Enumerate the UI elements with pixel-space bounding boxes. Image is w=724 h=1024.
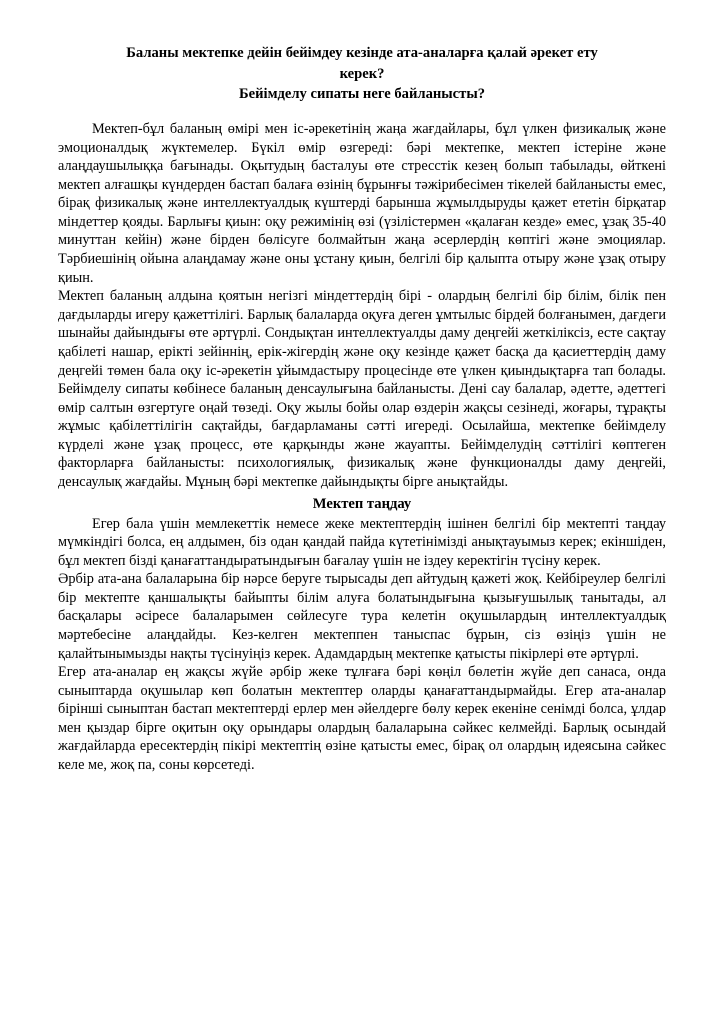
document-subtitle: Бейімделу сипаты неге байланысты?	[238, 86, 486, 103]
section-paragraph-1: Егер бала үшін мемлекеттік немесе жеке мектептердің ішінен белгілі бір мектепті таңдау мүмкіндігі болса, ең алдымен, біз одан қандай пайда күтетінімізді анықтауымыз керек; екіншіден, бұл мектеп бізді қанағаттандыратындығын бағалау үшін не іздеу керектігін түсіну керек.	[58, 515, 666, 569]
section-heading: Мектеп таңдау	[312, 495, 412, 512]
title-line-2: керек?	[339, 65, 385, 82]
paragraph-1: Мектеп-бұл баланың өмірі мен іс-әрекетінің жаңа жағдайлары, бұл үлкен физикалық және эмоционалдық жүктемелер. Бүкіл өмір өзгереді: бәрі мектепке, мектеп істеріне және алаңдаушылыққа бағынады. Оқытудың басталуы өте стресстік кезең болып табылады, өйткені мектеп алғашқы күндерден бастап балаға өзінің бұрынғы тәжірибесімен тікелей байланысты емес, бірақ физикалық және интеллектуалдық күштерді барынша жұмылдыруды қажет ететін бірқатар міндеттер қояды. Барлығы қиын: оқу режимінің өзі (үзілістермен «қалаған кезде» емес, ұзақ 35-40 минуттан кейін) және бірден бөлісуге болмайтын жаңа әсерлердің көптігі және эмоциялар. Тәрбиешінің ойына алаңдамау және оны ұстану қиын, белгілі бір қалыпта отыру және ұзақ отыру қиын.	[58, 121, 666, 286]
paragraph-2: Мектеп баланың алдына қоятын негізгі міндеттердің бірі - олардың белгілі бір білім, білік пен дағдыларды игеру қажеттілігі. Барлық балаларда оқуға деген ұмтылыс бірдей болғанымен, дағдеги шынайы дайындығы өте әртүрлі. Сондықтан интеллектуалды даму деңгейі жеткіліксіз, есте сақтау қабілеті нашар, ерікті зейіннің, ерік-жігердің және оқу кезінде қажет басқа да қасиеттердің даму деңгейі төмен бала оқу іс-әрекетін ұйымдастыру процесінде өте үлкен қиындықтарға тап болады. Бейімделу сипаты көбінесе баланың денсаулығына байланысты. Дені сау балалар, әдетте, әдеттегі өмір салтын өзгертуге оңай төзеді. Оқу жылы бойы олар өздерін жақсы сезінеді, жоғары, тұрақты жұмыс қабілеттілігін сақтайды, бағдарламаны сәтті игереді. Осылайша, мектепке бейімделу күрделі және ұзақ процесс, өте қарқынды және жауапты. Бейімделудің сәттілігі көптеген факторларға байланысты: психологиялық, физикалық және функционалды даму деңгейі, денсаулық жағдайы. Мұның бәрі мектепке дайындықты бірге анықтайды.	[58, 288, 666, 490]
section-paragraph-2: Әрбір ата-ана балаларына бір нәрсе беруге тырысады деп айтудың қажеті жоқ. Кейбіреулер белгілі бір мектепте қаншалықты байыпты білім алуға болатындығына қызығушылық танытады, ал басқалары әсіресе балаларымен сөйлесуге тура келетін оқушылардың интеллектуалдық мәртебесіне алаңдайды. Кез-келген мектеппен таныспас бұрын, сіз өзіңіз үшін не қалайтынымызды нақты түсінуіңіз керек. Адамдардың мектепке қатысты пікірлері өте әртүрлі.	[58, 571, 666, 662]
page-title	[58, 44, 666, 104]
title-line-1: Баланы мектепке дейін бейімдеу кезінде ата-аналарға қалай әрекет ету	[126, 45, 598, 61]
section-paragraph-3: Егер ата-аналар ең жақсы жүйе әрбір жеке тұлғаға бәрі көңіл бөлетін жүйе деп санаса, онда сыныптарда оқушылар көп болатын мектептер оларды қанағаттандырмайды. Егер ата-аналар бірінші сыныптан бастап мектептерді ерлер мен әйелдерге бөлу керек екеніне сенімді болса, ұлдар мен қыздар бірге оқитын оқу орындары олардың балаларына сәйкес келмейді. Барлық осындай жағдайларда ересектердің пікірі мектептің өзіне қатысты емес, бірақ ол олардың идеясына сәйкес келе ме, жоқ па, соны көрсетеді.	[58, 664, 666, 774]
